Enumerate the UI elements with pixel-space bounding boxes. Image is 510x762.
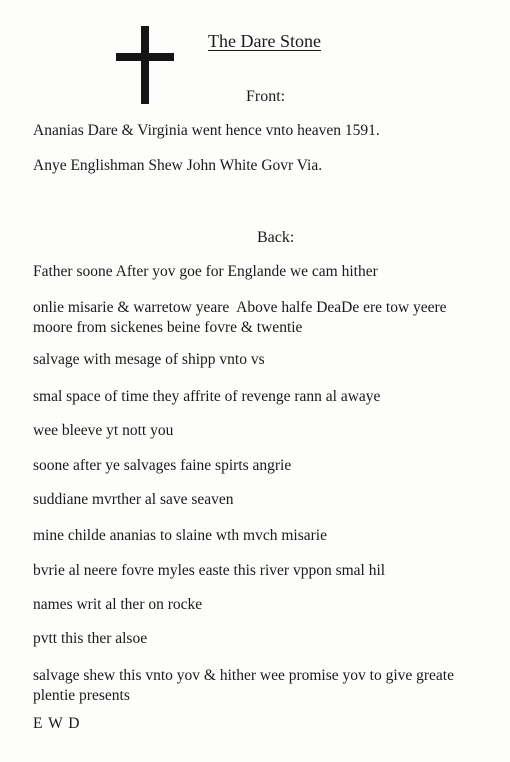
back-line: salvage shew this vnto yov & hither wee promise yov to give greate plentie presents — [33, 667, 454, 704]
back-line: wee bleeve yt nott you — [33, 422, 174, 439]
signature-initials: E W D — [33, 715, 81, 732]
front-line: Ananias Dare & Virginia went hence vnto heaven 1591. — [33, 122, 380, 139]
back-line: mine childe ananias to slaine wth mvch misarie — [33, 527, 327, 544]
back-line: soone after ye salvages faine spirts angrie — [33, 457, 292, 474]
back-line: pvtt this ther alsoe — [33, 630, 148, 647]
back-heading: Back: — [257, 229, 295, 246]
back-line: Father soone After yov goe for Englande we cam hither — [33, 263, 378, 280]
cross-icon — [116, 26, 174, 104]
back-line: bvrie al neere fovre myles easte this river vppon smal hil — [33, 562, 386, 579]
back-line: smal space of time they affrite of revenge rann al awaye — [33, 388, 381, 405]
back-line: salvage with mesage of shipp vnto vs — [33, 351, 265, 368]
document-title: The Dare Stone — [208, 31, 321, 51]
front-heading: Front: — [246, 88, 286, 105]
front-line: Anye Englishman Shew John White Govr Via. — [33, 157, 323, 174]
back-line: suddiane mvrther al save seaven — [33, 491, 234, 508]
back-line: onlie misarie & warretow yeare Above halfe DeaDe ere tow yeere moore from sickenes beine fovre & twentie — [33, 299, 447, 336]
back-line: names writ al ther on rocke — [33, 596, 203, 613]
